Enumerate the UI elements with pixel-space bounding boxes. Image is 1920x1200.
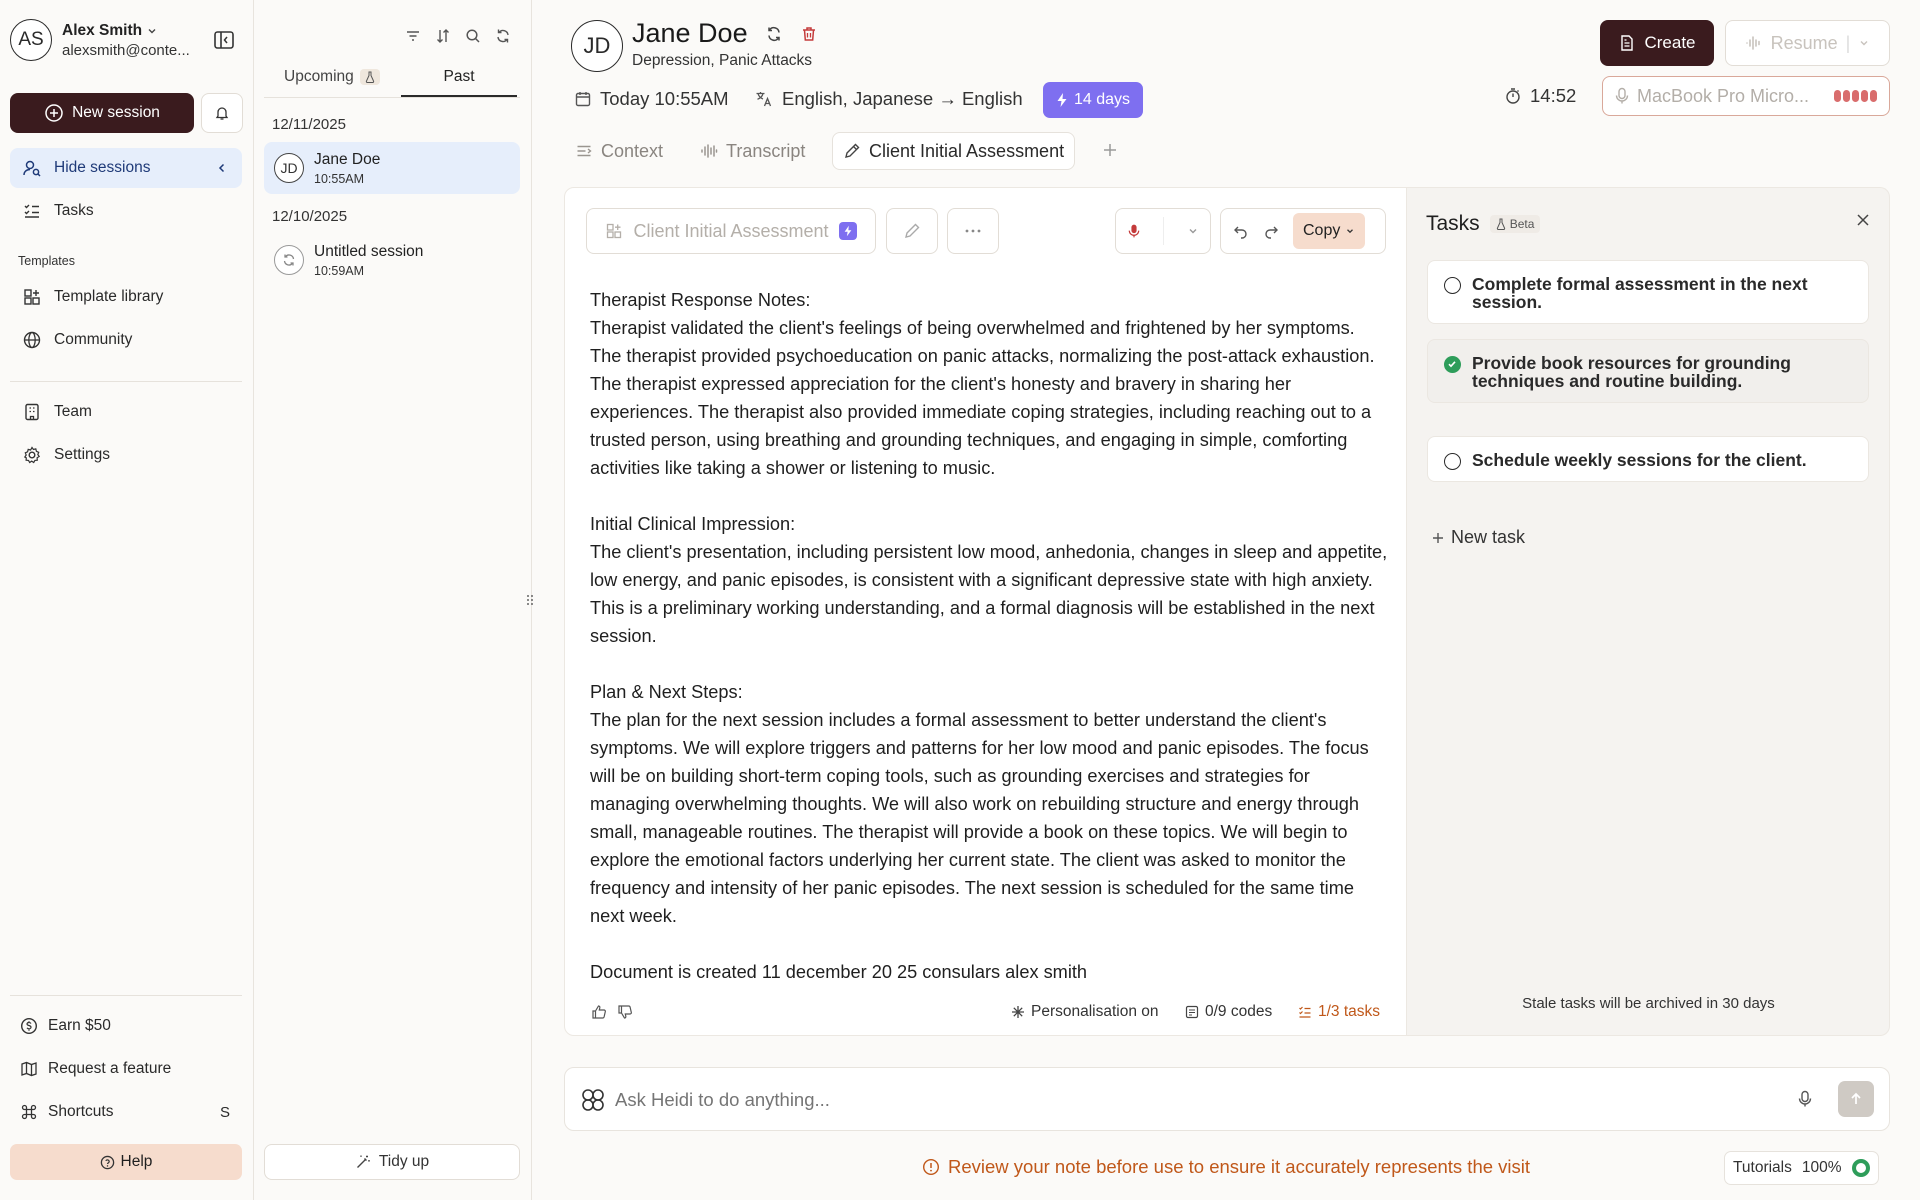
edit-template-button[interactable] — [886, 208, 938, 254]
gear-icon — [22, 445, 42, 465]
building-icon — [22, 402, 42, 422]
sidebar-item-tasks[interactable]: Tasks — [10, 191, 242, 231]
resize-handle-icon[interactable] — [526, 592, 534, 608]
dollar-circle-icon — [20, 1017, 38, 1035]
thumbs-up-icon[interactable] — [591, 1004, 607, 1020]
session-group-date: 12/10/2025 — [272, 208, 348, 225]
templates-heading: Templates — [18, 254, 75, 268]
tab-context[interactable]: Context — [565, 132, 673, 170]
new-task-button[interactable]: New task — [1432, 527, 1525, 548]
codes-button[interactable]: 0/9 codes — [1185, 1003, 1272, 1021]
note-editor — [564, 187, 1407, 1036]
session-group-date: 12/11/2025 — [272, 116, 346, 133]
user-email: alexsmith@conte... — [62, 41, 190, 59]
microphone-icon[interactable] — [1798, 1090, 1812, 1108]
task-checkbox[interactable] — [1444, 277, 1461, 294]
command-icon — [20, 1103, 38, 1121]
switch-patient-icon[interactable] — [764, 24, 784, 44]
note-content[interactable]: Therapist Response Notes: Therapist validated the client's feelings of being overwhelmed and frightened by her symptoms. The therapist provided psychoeducation on panic attacks, normalizing the post-attack exhaustion. The therapist expressed appreciation for the client's honesty and bravery in sharing her experiences. The therapist also provided immediate coping strategies, including reaching out to a trusted person, using breathing and grounding techniques, and engaging in simple, comforting activities like taking a shower or listening to music. Initial Clinical Impression: The client's presentation, including persistent low mood, anhedonia, changes in sleep and appetite, low energy, and panic episodes, is consistent with a significant depressive state with high anxiety. This is a preliminary working understanding, and a formal diagnosis will be established in the next session. Plan & Next Steps: The plan for the next session includes a formal assessment to better understand the client's symptoms. We will explore triggers and patterns for her low mood and panic episodes. The focus will be on building short-term coping tools, such as grounding exercises and strategies for managing overwhelming thoughts. We will also work on rebuilding structure and energy through small, manageable routines. The therapist will provide a book on these topics. We will begin to explore the emotional factors underlying her current state. The client was asked to monitor the frequency and intensity of her panic episodes. The next session is scheduled for the same time next week. Document is created 11 december 20 25 consulars alex smith — [590, 290, 1388, 982]
sidebar-item-earn[interactable]: Earn $50 — [10, 1006, 242, 1046]
close-icon[interactable] — [1855, 212, 1871, 228]
undo-icon[interactable] — [1233, 223, 1249, 239]
more-options-button[interactable] — [947, 208, 999, 254]
sidebar-toggle-icon[interactable] — [213, 29, 235, 51]
notifications-button[interactable] — [201, 93, 243, 133]
arrow-up-icon — [1849, 1092, 1863, 1106]
sidebar-item-request-feature[interactable]: Request a feature — [10, 1049, 242, 1089]
sidebar-item-settings[interactable]: Settings — [10, 435, 242, 475]
more-horizontal-icon — [964, 228, 982, 234]
chevron-down-icon — [1345, 226, 1355, 236]
tab-transcript[interactable]: Transcript — [690, 132, 815, 170]
flask-icon — [1496, 218, 1506, 230]
help-circle-icon — [100, 1155, 115, 1170]
grid-plus-icon — [22, 287, 42, 307]
task-item[interactable]: Complete formal assessment in the next session. — [1427, 260, 1869, 324]
pencil-icon — [903, 222, 921, 240]
patient-avatar: JD — [571, 20, 623, 72]
ask-bar — [564, 1067, 1890, 1131]
waveform-icon — [700, 142, 718, 160]
pencil-icon — [843, 142, 861, 160]
search-icon[interactable] — [464, 27, 482, 45]
sparkle-icon — [1011, 1005, 1025, 1019]
user-name: Alex Smith — [62, 21, 143, 39]
chevron-down-icon — [1858, 37, 1870, 49]
tasks-footer-note: Stale tasks will be archived in 30 days — [1522, 995, 1775, 1012]
magic-wand-icon — [355, 1154, 371, 1170]
session-item-jane-doe[interactable]: JD Jane Doe 10:55AM — [264, 142, 520, 194]
plus-circle-icon — [44, 103, 64, 123]
sidebar-item-community[interactable]: Community — [10, 320, 242, 360]
new-session-button[interactable]: New session — [10, 93, 194, 133]
session-item-untitled[interactable]: Untitled session 10:59AM — [264, 234, 520, 286]
map-icon — [20, 1060, 38, 1078]
user-search-icon — [22, 158, 42, 178]
days-badge[interactable]: 14 days — [1043, 82, 1143, 118]
avatar: AS — [10, 19, 52, 61]
microphone-selector[interactable]: MacBook Pro Micro... — [1602, 76, 1890, 116]
session-date-button[interactable]: Today 10:55AM — [574, 88, 729, 110]
task-item[interactable]: Schedule weekly sessions for the client. — [1427, 436, 1869, 482]
refresh-dashed-icon — [274, 245, 304, 275]
flask-icon — [360, 69, 380, 85]
chevron-down-icon — [1187, 225, 1199, 237]
ask-input[interactable] — [615, 1082, 1715, 1118]
task-checkbox-checked[interactable] — [1444, 356, 1461, 373]
shortcut-key: S — [219, 1103, 230, 1121]
stopwatch-icon — [1504, 87, 1522, 105]
globe-icon — [22, 330, 42, 350]
chevron-left-icon — [216, 162, 228, 174]
trash-icon[interactable] — [800, 25, 818, 43]
tasks-title: Tasks — [1426, 212, 1480, 235]
tab-past[interactable]: Past — [443, 68, 475, 85]
lightning-icon — [839, 222, 857, 240]
tasks-panel — [1407, 187, 1890, 1036]
copy-button[interactable]: Copy — [1293, 213, 1365, 249]
sidebar-item-template-library[interactable]: Template library — [10, 277, 242, 317]
dictate-button[interactable] — [1115, 208, 1211, 254]
sidebar — [0, 0, 254, 1200]
hide-sessions-button[interactable]: Hide sessions — [10, 148, 242, 188]
codes-icon — [1185, 1005, 1199, 1019]
divider — [10, 381, 242, 382]
tab-client-initial-assessment[interactable]: Client Initial Assessment — [832, 132, 1075, 170]
calendar-icon — [574, 90, 592, 108]
sessions-panel — [254, 0, 532, 1200]
create-button[interactable]: Create — [1600, 20, 1714, 66]
alert-circle-icon — [922, 1158, 940, 1176]
add-tab-icon[interactable] — [1102, 142, 1118, 158]
bell-icon — [214, 105, 230, 121]
avatar: JD — [274, 153, 304, 183]
sort-icon[interactable] — [434, 27, 452, 45]
edit-actions-group — [1220, 208, 1386, 254]
template-selector[interactable]: Client Initial Assessment — [586, 208, 876, 254]
audio-level-icon — [1834, 90, 1877, 102]
waveform-icon — [1745, 34, 1763, 52]
microphone-icon — [1615, 87, 1629, 105]
progress-ring-icon — [1852, 1159, 1870, 1177]
plus-icon — [1432, 532, 1444, 544]
task-checkbox[interactable] — [1444, 453, 1461, 470]
help-button[interactable]: Help — [10, 1144, 242, 1180]
divider — [264, 97, 520, 98]
resume-button[interactable]: Resume | — [1725, 20, 1890, 66]
patient-tags: Depression, Panic Attacks — [632, 52, 813, 69]
chevron-down-icon — [146, 25, 158, 37]
beta-badge: Beta — [1490, 215, 1541, 233]
divider — [10, 995, 242, 996]
document-icon — [1618, 34, 1636, 52]
heidi-logo-icon — [579, 1086, 607, 1114]
grid-plus-icon — [605, 222, 623, 240]
send-button[interactable] — [1838, 1081, 1874, 1117]
context-icon — [575, 142, 593, 160]
review-warning: Review your note before use to ensure it accurately represents the visit — [922, 1156, 1530, 1178]
sidebar-item-shortcuts[interactable]: Shortcuts S — [10, 1092, 242, 1132]
sidebar-item-team[interactable]: Team — [10, 392, 242, 432]
tutorials-button[interactable]: Tutorials 100% — [1724, 1151, 1879, 1185]
checklist-icon — [1298, 1005, 1312, 1019]
microphone-icon — [1128, 223, 1140, 239]
personalisation-toggle[interactable]: Personalisation on — [1011, 1003, 1159, 1021]
checklist-icon — [22, 201, 42, 221]
tab-upcoming[interactable]: Upcoming — [284, 68, 380, 86]
session-timer: 14:52 — [1504, 85, 1576, 107]
translate-icon — [754, 89, 774, 109]
redo-icon[interactable] — [1263, 223, 1279, 239]
refresh-icon[interactable] — [494, 27, 512, 45]
filter-icon[interactable] — [404, 27, 422, 45]
tasks-count-button[interactable]: 1/3 tasks — [1298, 1003, 1380, 1021]
task-item[interactable]: Provide book resources for grounding techniques and routine building. — [1427, 339, 1869, 403]
patient-name[interactable]: Jane Doe — [632, 18, 748, 48]
language-button[interactable]: English, Japanese → English — [754, 88, 1023, 110]
lightning-icon — [1056, 92, 1068, 108]
thumbs-down-icon[interactable] — [617, 1004, 633, 1020]
tidy-up-button[interactable]: Tidy up — [264, 1144, 520, 1180]
user-menu[interactable] — [10, 19, 190, 61]
